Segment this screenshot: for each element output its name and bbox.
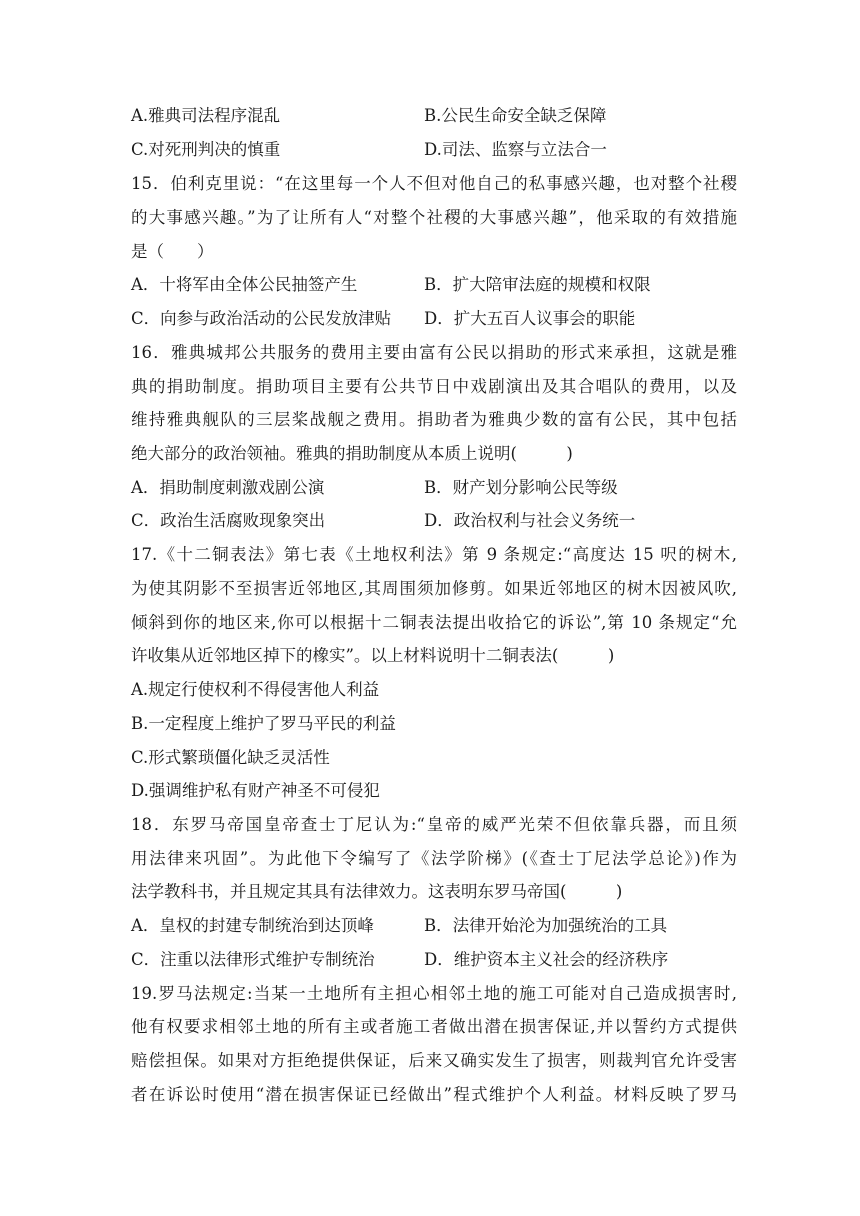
q17-stem-line: 倾斜到你的地区来,你可以根据十二铜表法提出收拾它的诉讼”,第 10 条规定“允 — [131, 613, 737, 632]
q16-stem-line: 维持雅典舰队的三层桨战舰之费用。捐助者为雅典少数的富有公民，其中包括 — [131, 410, 737, 429]
q16-stem-line: 16．雅典城邦公共服务的费用主要由富有公民以捐助的形式来承担，这就是雅 — [131, 343, 737, 362]
q14-option-c[interactable]: C.对死刑判决的慎重 — [131, 140, 281, 159]
q15-stem-line: 15．伯利克里说：“在这里每一个人不但对他自己的私事感兴趣，也对整个社稷 — [131, 174, 737, 193]
q15-option-a[interactable]: A．十将军由全体公民抽签产生 — [131, 275, 358, 294]
q19-stem-line: 他有权要求相邻土地的所有主或者施工者做出潜在损害保证,并以誓约方式提供 — [131, 1017, 737, 1036]
q17-stem-line: 许收集从近邻地区掉下的橡实”。以上材料说明十二铜表法( ) — [131, 646, 615, 665]
q15-option-d[interactable]: D．扩大五百人议事会的职能 — [424, 309, 636, 328]
q17-stem-line: 为使其阴影不至损害近邻地区,其周围须加修剪。如果近邻地区的树木因被风吹, — [131, 579, 737, 598]
q14-option-b[interactable]: B.公民生命安全缺乏保障 — [424, 106, 607, 125]
q16-stem-line: 绝大部分的政治领袖。雅典的捐助制度从本质上说明( ) — [131, 444, 573, 463]
q18-stem-line: 用法律来巩固”。为此他下令编写了《法学阶梯》(《查士丁尼法学总论》)作为 — [131, 849, 737, 868]
q15-option-b[interactable]: B．扩大陪审法庭的规模和权限 — [424, 275, 651, 294]
q16-option-a[interactable]: A．捐助制度刺激戏剧公演 — [131, 478, 325, 497]
q18-option-a[interactable]: A．皇权的封建专制统治到达顶峰 — [131, 916, 374, 935]
q17-option-d[interactable]: D.强调维护私有财产神圣不可侵犯 — [131, 781, 380, 800]
q18-option-c[interactable]: C．注重以法律形式维护专制统治 — [131, 950, 375, 969]
q17-option-a[interactable]: A.规定行使权利不得侵害他人利益 — [131, 680, 380, 699]
q15-option-c[interactable]: C．向参与政治活动的公民发放津贴 — [131, 309, 392, 328]
q19-stem-line: 赔偿担保。如果对方拒绝提供保证，后来又确实发生了损害，则裁判官允许受害 — [131, 1051, 737, 1070]
q17-stem-line: 17.《十二铜表法》第七表《土地权利法》第 9 条规定:“高度达 15 呎的树木, — [131, 545, 737, 564]
q19-stem-line: 19.罗马法规定:当某一土地所有主担心相邻土地的施工可能对自己造成损害时, — [131, 984, 737, 1003]
q16-stem-line: 典的捐助制度。捐助项目主要有公共节日中戏剧演出及其合唱队的费用，以及 — [131, 377, 737, 396]
q16-option-d[interactable]: D．政治权利与社会义务统一 — [424, 511, 636, 530]
q18-stem-line: 18．东罗马帝国皇帝查士丁尼认为:“皇帝的威严光荣不但依靠兵器，而且须 — [131, 815, 737, 834]
q14-option-d[interactable]: D.司法、监察与立法合一 — [424, 140, 607, 159]
q15-stem-line: 是（ ） — [131, 242, 214, 261]
q17-option-c[interactable]: C.形式繁琐僵化缺乏灵活性 — [131, 748, 330, 767]
q14-option-a[interactable]: A.雅典司法程序混乱 — [131, 106, 281, 125]
q18-option-b[interactable]: B．法律开始沦为加强统治的工具 — [424, 916, 668, 935]
q16-option-c[interactable]: C．政治生活腐败现象突出 — [131, 511, 326, 530]
q16-option-b[interactable]: B．财产划分影响公民等级 — [424, 478, 618, 497]
q17-option-b[interactable]: B.一定程度上维护了罗马平民的利益 — [131, 714, 396, 733]
q18-stem-line: 法学教科书，并且规定其具有法律效力。这表明东罗马帝国( ) — [131, 882, 623, 901]
q19-stem-line: 者在诉讼时使用“潜在损害保证已经做出”程式维护个人利益。材料反映了罗马 — [131, 1085, 737, 1104]
q15-stem-line: 的大事感兴趣。”为了让所有人“对整个社稷的大事感兴趣”，他采取的有效措施 — [131, 208, 737, 227]
q18-option-d[interactable]: D．维护资本主义社会的经济秩序 — [424, 950, 669, 969]
